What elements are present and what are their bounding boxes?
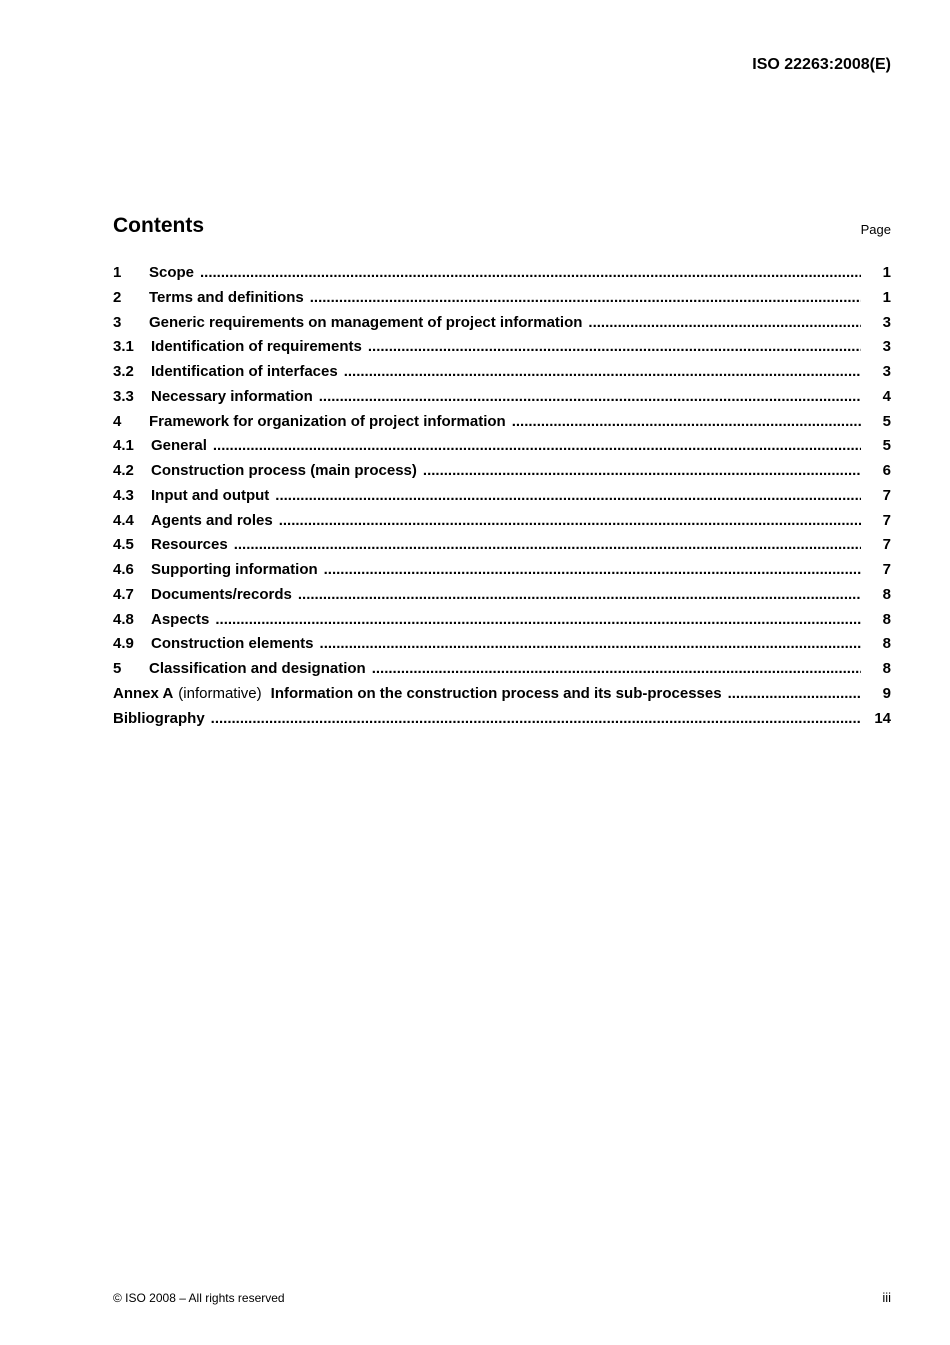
toc-annex-label: Annex A (113, 684, 174, 702)
toc-dot-leader (275, 487, 861, 504)
toc-entry-title: Identification of requirements (151, 338, 362, 356)
toc-entry-number: 4.7 (113, 585, 134, 603)
toc-entry-number: 4.4 (113, 511, 134, 529)
toc-entry-title: Classification and designation (149, 660, 366, 677)
toc-entry-page: 8 (882, 635, 891, 653)
contents-heading: Contents (113, 214, 204, 237)
toc-entry-page: 7 (882, 561, 891, 578)
toc-entry-number: 3.2 (113, 363, 134, 380)
footer-page-number: iii (882, 1290, 891, 1305)
toc-entry-title: Terms and definitions (149, 288, 304, 306)
toc-entry-number: 5 (113, 660, 122, 677)
toc-entry[interactable] (113, 264, 891, 289)
toc-dot-leader (728, 685, 861, 702)
toc-entry-number: 2 (113, 288, 122, 306)
toc-entry-page: 7 (882, 536, 891, 554)
toc-entry-number: 4 (113, 412, 122, 430)
toc-entry-page: 5 (882, 437, 891, 455)
toc-entry-title: Documents/records (151, 585, 292, 603)
toc-entry-page: 3 (882, 338, 891, 356)
toc-bibliography-title: Bibliography (113, 709, 205, 727)
toc-entry[interactable] (113, 635, 891, 660)
toc-entry[interactable] (113, 536, 891, 561)
table-of-contents (113, 264, 891, 734)
toc-entry-page: 4 (882, 387, 891, 405)
toc-entry-number: 3 (113, 313, 122, 331)
toc-entry-number: 4.9 (113, 635, 134, 653)
toc-entry-title: Input and output (151, 486, 270, 504)
toc-entry-title: Necessary information (151, 387, 313, 405)
toc-dot-leader (234, 536, 861, 553)
toc-entry-number: 4.8 (113, 610, 134, 628)
toc-dot-leader (423, 462, 861, 479)
toc-dot-leader (512, 413, 861, 430)
toc-dot-leader (368, 338, 861, 355)
toc-entry[interactable] (113, 611, 891, 636)
toc-entry[interactable] (113, 487, 891, 512)
toc-entry-title: Construction elements (151, 635, 314, 653)
toc-entry-title: Aspects (151, 610, 210, 628)
toc-entry[interactable] (113, 561, 891, 586)
toc-entry[interactable] (113, 388, 891, 413)
toc-entry-page: 8 (882, 660, 891, 677)
toc-entry-title: Resources (151, 536, 228, 554)
toc-entry[interactable] (113, 462, 891, 487)
toc-dot-leader (310, 289, 861, 306)
toc-bibliography-entry[interactable] (113, 710, 891, 735)
toc-entry[interactable] (113, 660, 891, 685)
toc-entry[interactable] (113, 586, 891, 611)
footer-copyright: © ISO 2008 – All rights reserved (113, 1291, 285, 1305)
toc-bibliography-page: 14 (874, 709, 891, 727)
toc-dot-leader (319, 388, 861, 405)
toc-entry-page: 1 (882, 264, 891, 281)
toc-entry-page: 7 (882, 511, 891, 529)
toc-dot-leader (279, 512, 861, 529)
toc-entry-page: 6 (882, 462, 891, 479)
toc-dot-leader (200, 264, 861, 281)
toc-entry-page: 5 (882, 412, 891, 430)
toc-entry-number: 4.3 (113, 486, 134, 504)
toc-dot-leader (211, 710, 861, 727)
toc-entry-title: Framework for organization of project information (149, 412, 506, 430)
toc-entry[interactable] (113, 314, 891, 339)
toc-entry-title: Generic requirements on management of project information (149, 313, 583, 331)
toc-annex-page: 9 (882, 684, 891, 702)
toc-entry-number: 4.5 (113, 536, 134, 554)
toc-entry[interactable] (113, 413, 891, 438)
toc-entry-title: Identification of interfaces (151, 363, 338, 380)
document-id: ISO 22263:2008(E) (752, 56, 891, 73)
toc-entry-number: 3.3 (113, 387, 134, 405)
toc-dot-leader (344, 363, 861, 380)
toc-entry-page: 3 (882, 313, 891, 331)
toc-entry-page: 8 (882, 585, 891, 603)
page-column-label: Page (860, 222, 891, 237)
toc-entry-number: 4.2 (113, 462, 134, 479)
toc-annex-title: Information on the construction process and its sub-processes (270, 684, 722, 702)
toc-entry-number: 1 (113, 264, 122, 281)
toc-entry-title: Scope (149, 264, 195, 281)
toc-dot-leader (298, 586, 861, 603)
toc-entry-title: General (151, 437, 207, 455)
toc-dot-leader (588, 314, 861, 331)
toc-dot-leader (213, 437, 861, 454)
toc-dot-leader (372, 660, 861, 677)
toc-entry[interactable] (113, 363, 891, 388)
toc-dot-leader (324, 561, 861, 578)
toc-entry[interactable] (113, 338, 891, 363)
toc-entry-page: 8 (882, 610, 891, 628)
toc-dot-leader (320, 635, 861, 652)
toc-entry-page: 7 (882, 486, 891, 504)
toc-entry-number: 4.1 (113, 437, 134, 455)
toc-entry-page: 1 (882, 288, 891, 306)
toc-entry-number: 3.1 (113, 338, 134, 356)
toc-dot-leader (215, 611, 861, 628)
toc-entry[interactable] (113, 512, 891, 537)
toc-entry-title: Agents and roles (151, 511, 273, 529)
toc-annex-informative: (informative) (178, 684, 262, 702)
toc-entry-number: 4.6 (113, 561, 134, 578)
toc-entry[interactable] (113, 437, 891, 462)
toc-annex-entry[interactable] (113, 685, 891, 710)
toc-entry-title: Supporting information (151, 561, 318, 578)
toc-entry[interactable] (113, 289, 891, 314)
toc-entry-title: Construction process (main process) (151, 462, 417, 479)
toc-entry-page: 3 (882, 363, 891, 380)
